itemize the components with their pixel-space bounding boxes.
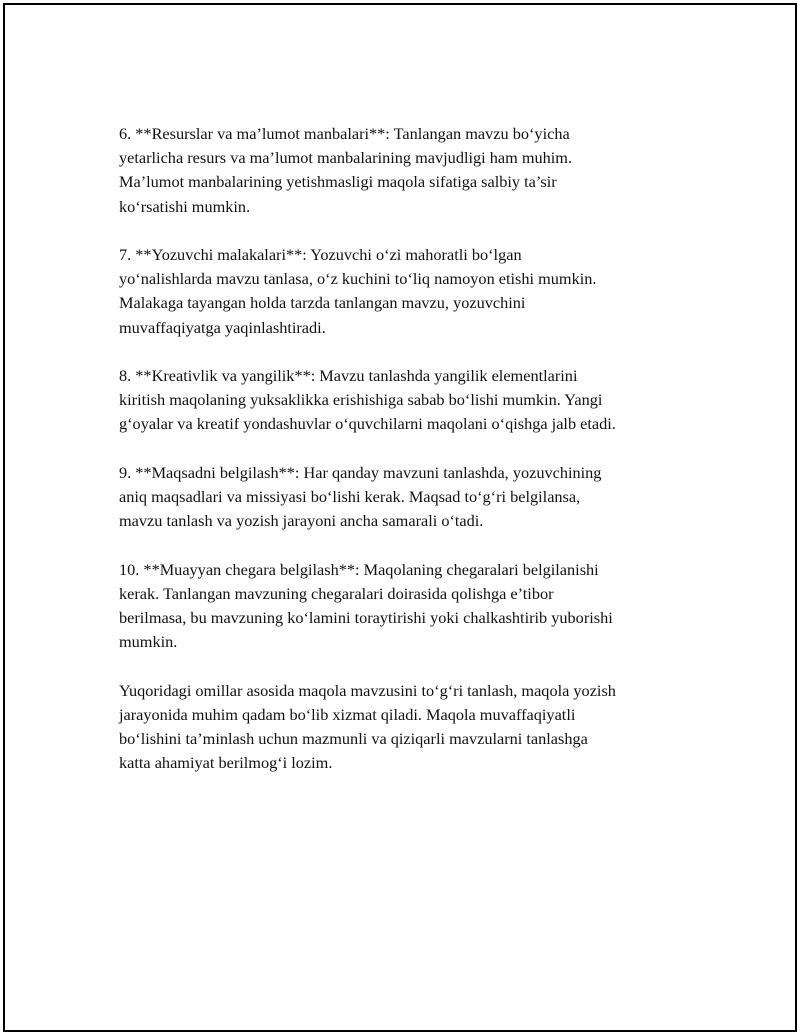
paragraph-conclusion [119, 679, 699, 776]
text-line: kerak. Tanlangan mavzuning chegaralari doirasida qolishga e’tibor [119, 583, 554, 603]
page-border [3, 3, 797, 1032]
text-line: 9. **Maqsadni belgilash**: Har qanday mavzuni tanlashda, yozuvchining [119, 462, 602, 482]
text-line: berilmasa, bu mavzuning ko‘lamini toraytirishi yoki chalkashtirib yuborishi [119, 608, 613, 627]
text-line: mavzu tanlash va yozish jarayoni ancha samarali o‘tadi. [119, 511, 484, 531]
text-line: kiritish maqolaning yuksaklikka erishishiga sabab bo‘lishi mumkin. Yangi [119, 390, 603, 410]
text-line: yetarlicha resurs va ma’lumot manbalarining mavjudligi ham muhim. [119, 148, 573, 168]
text-line: bo‘lishini ta’minlash uchun mazmunli va qiziqarli mavzularni tanlashga [119, 729, 588, 748]
text-line: Malakaga tayangan holda tarzda tanlangan mavzu, yozuvchini [119, 293, 526, 313]
paragraph-boundaries [119, 558, 699, 655]
paragraph-resources [119, 122, 699, 219]
text-line: muvaffaqiyatga yaqinlashtiradi. [119, 317, 326, 337]
text-line: g‘oyalar va kreatif yondashuvlar o‘quvchilarni maqolani o‘qishga jalb etadi. [119, 414, 616, 434]
text-line: 6. **Resurslar va ma’lumot manbalari**: Tanlangan mavzu bo‘yicha [119, 124, 570, 143]
text-line: ko‘rsatishi mumkin. [119, 196, 251, 216]
text-line: aniq maqsadlari va missiyasi bo‘lishi kerak. Maqsad to‘g‘ri belgilansa, [119, 487, 581, 506]
paragraph-writer-skills [119, 243, 699, 340]
text-line: Ma’lumot manbalarining yetishmasligi maqola sifatiga salbiy ta’sir [119, 172, 557, 192]
text-line: katta ahamiyat berilmog‘i lozim. [119, 753, 333, 773]
text-line: 7. **Yozuvchi malakalari**: Yozuvchi o‘zi mahoratli bo‘lgan [119, 245, 522, 264]
text-line: Yuqoridagi omillar asosida maqola mavzusini to‘g‘ri tanlash, maqola yozish [119, 680, 616, 700]
paragraph-creativity [119, 364, 699, 437]
paragraph-goal-setting [119, 461, 699, 534]
text-line: yo‘nalishlarda mavzu tanlasa, o‘z kuchini to‘liq namoyon etishi mumkin. [119, 269, 597, 289]
text-line: 8. **Kreativlik va yangilik**: Mavzu tanlashda yangilik elementlarini [119, 366, 578, 385]
text-line: mumkin. [119, 632, 178, 652]
text-line: jarayonida muhim qadam bo‘lib xizmat qiladi. Maqola muvaffaqiyatli [119, 704, 576, 724]
text-line: 10. **Muayyan chegara belgilash**: Maqolaning chegaralari belgilanishi [119, 559, 599, 579]
document-body [119, 122, 699, 800]
